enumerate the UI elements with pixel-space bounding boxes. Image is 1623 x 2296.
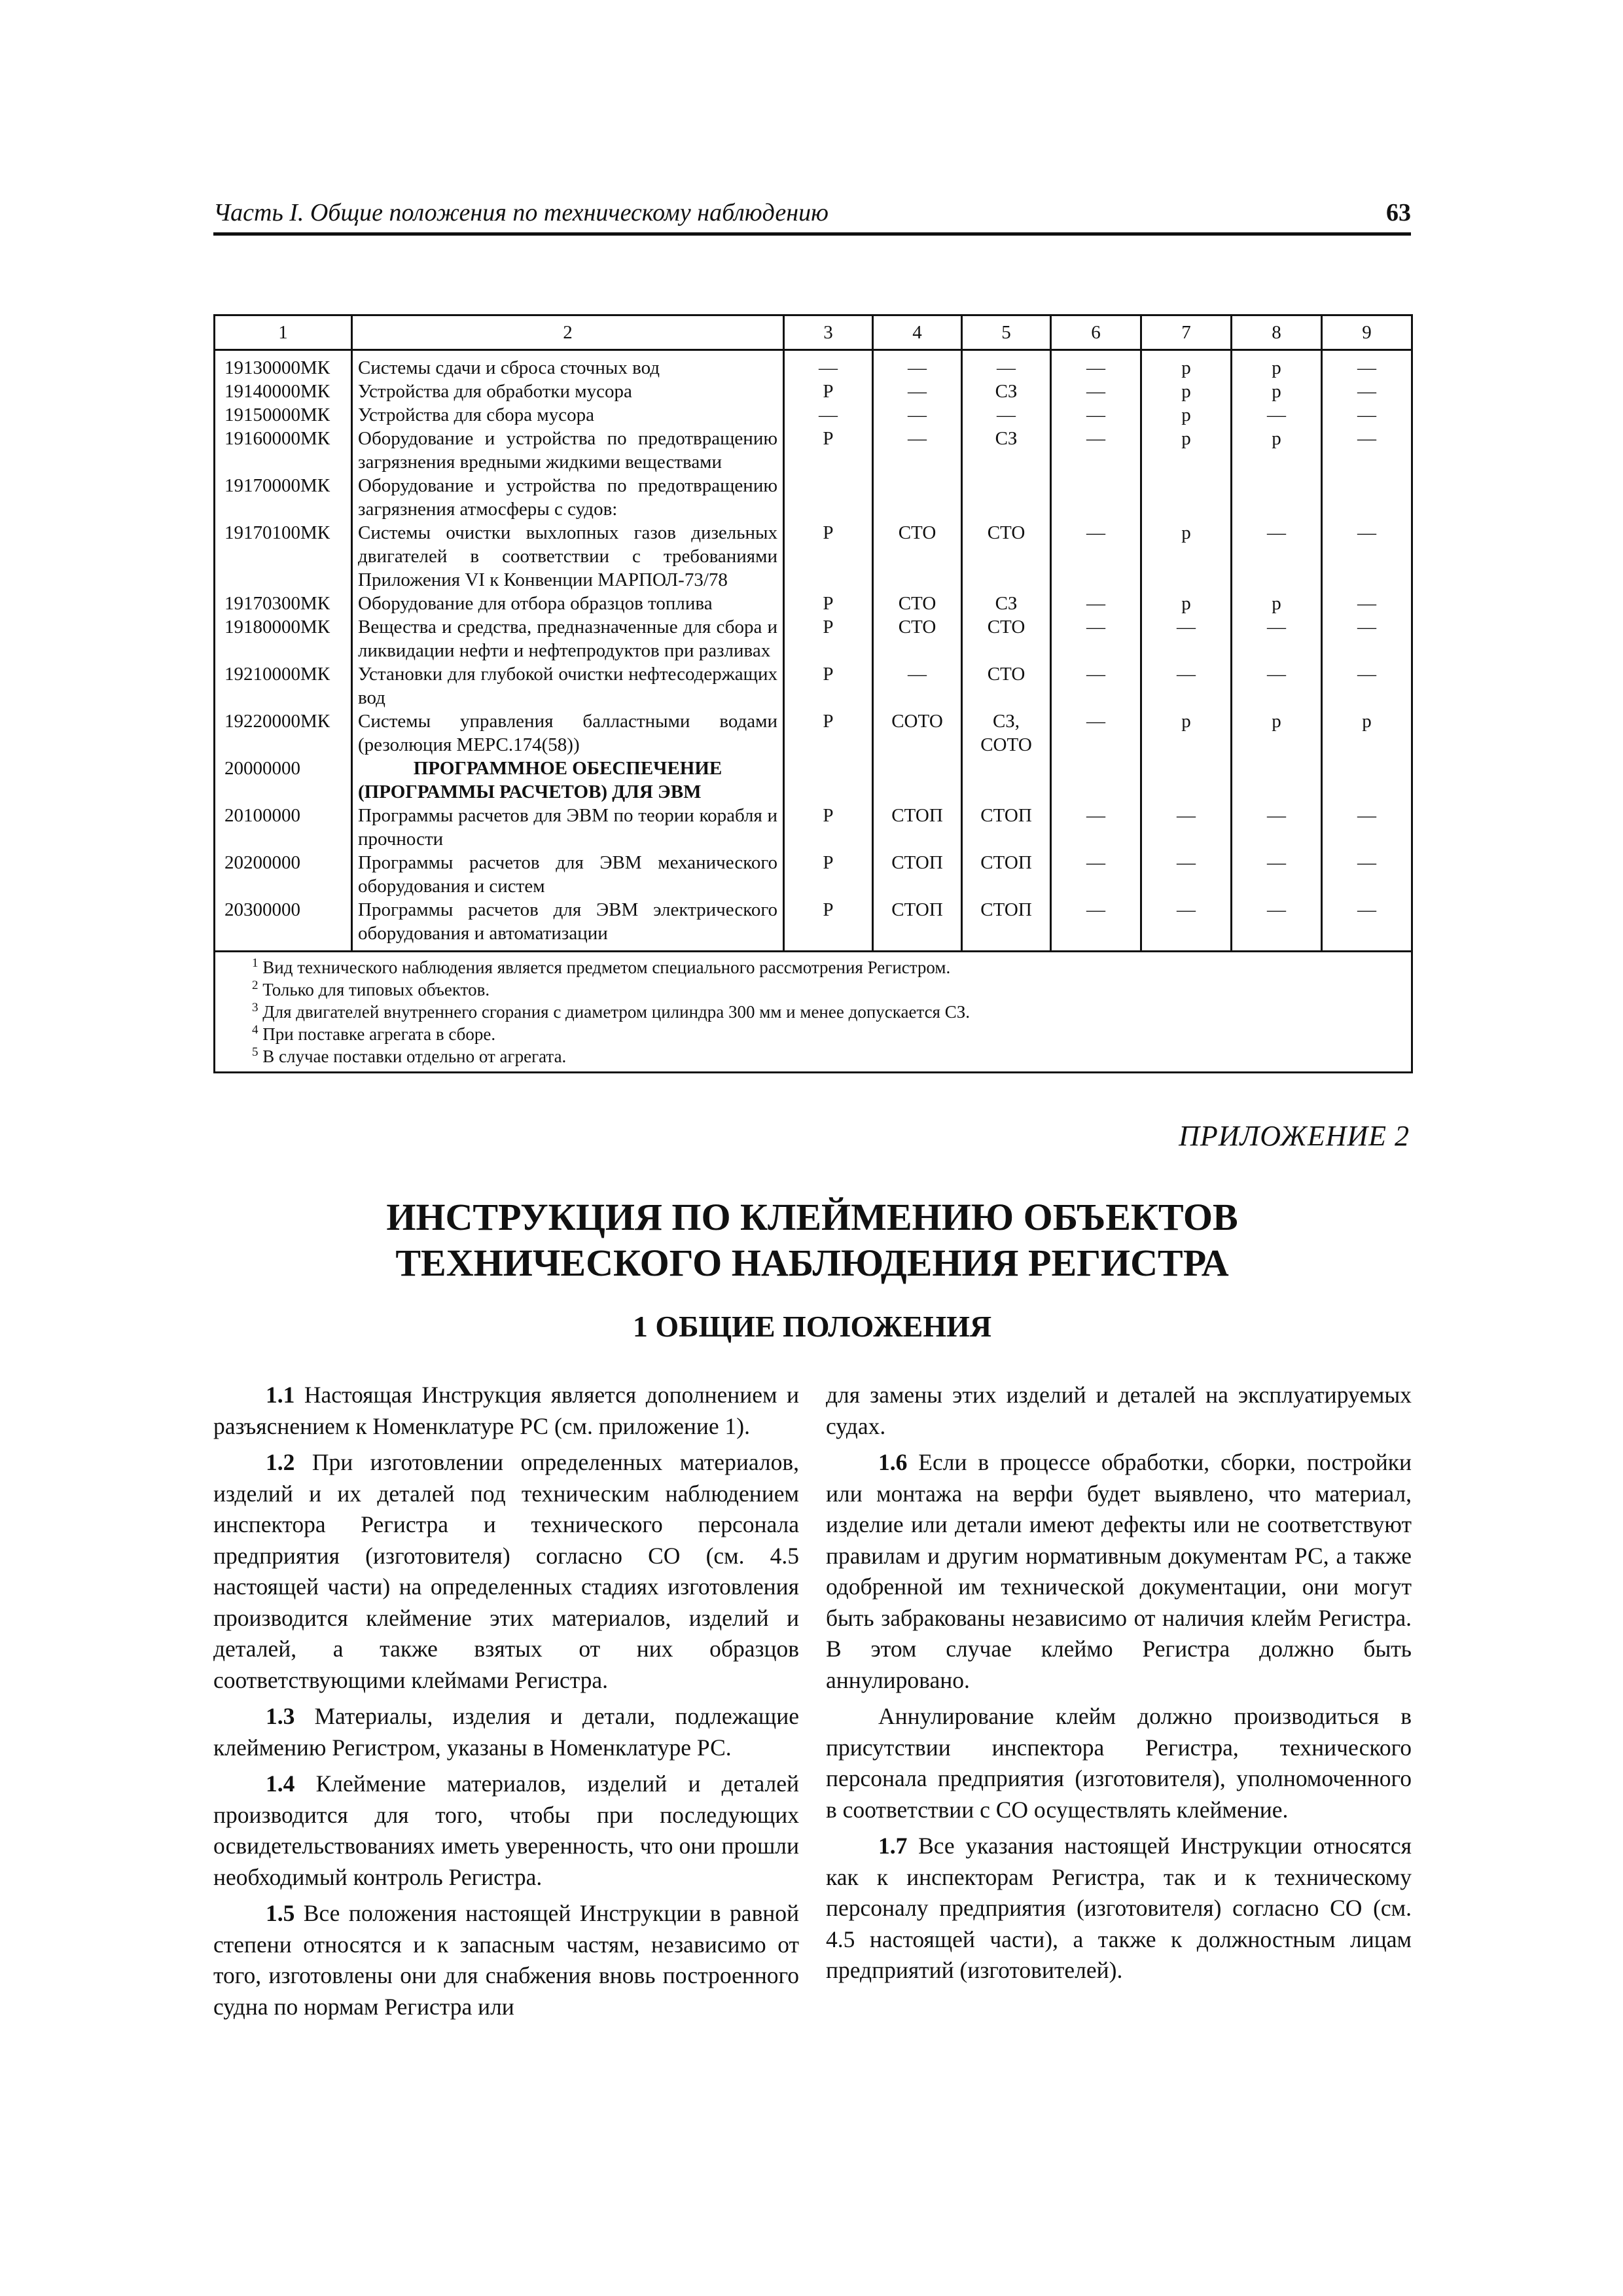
cell-col9 <box>1322 757 1412 804</box>
paragraph-number: 1.1 <box>266 1382 295 1408</box>
paragraph <box>213 1447 799 1696</box>
cell-col9: — <box>1322 592 1412 615</box>
cell-col8: р <box>1232 592 1322 615</box>
footnote-text: В случае поставки отдельно от агрегата. <box>262 1047 567 1066</box>
paragraph-number: 1.7 <box>878 1833 908 1859</box>
cell-col3: Р <box>784 615 873 662</box>
cell-col7: — <box>1141 615 1232 662</box>
cell-code: 19170000МК <box>215 474 352 521</box>
paragraph-continuation: для замены этих изделий и деталей на эксплуатируемых судах. <box>826 1382 1412 1439</box>
cell-col7: — <box>1141 898 1232 952</box>
footnote <box>252 1023 1400 1045</box>
footnote-mark: 5 <box>252 1045 259 1059</box>
cell-col8: — <box>1232 403 1322 427</box>
table-row <box>215 427 1412 474</box>
cell-code: 19150000МК <box>215 403 352 427</box>
cell-col5: СТО <box>962 615 1051 662</box>
paragraph <box>213 1768 799 1893</box>
cell-col5: СЗ <box>962 427 1051 474</box>
text-column-left <box>213 1380 799 2028</box>
cell-col8: — <box>1232 615 1322 662</box>
table-row <box>215 804 1412 851</box>
cell-col9: — <box>1322 521 1412 592</box>
paragraph-text: Настоящая Инструкция является дополнением и разъяснением к Номенклатуре РС (см. приложение 1). <box>213 1382 799 1439</box>
paragraph-number: 1.2 <box>266 1449 295 1475</box>
cell-col3: Р <box>784 709 873 757</box>
footnote <box>252 956 1400 978</box>
cell-col3: Р <box>784 427 873 474</box>
cell-code: 19160000МК <box>215 427 352 474</box>
cell-description: ПРОГРАММНОЕ ОБЕСПЕЧЕНИЕ (ПРОГРАММЫ РАСЧЕТОВ) ДЛЯ ЭВМ <box>352 757 784 804</box>
footnote-mark: 4 <box>252 1023 259 1037</box>
cell-col3: Р <box>784 662 873 709</box>
cell-col9: — <box>1322 403 1412 427</box>
cell-description: Программы расчетов для ЭВМ по теории корабля и прочности <box>352 804 784 851</box>
cell-col5 <box>962 757 1051 804</box>
paragraph-text: При изготовлении определенных материалов, изделий и их деталей под техническим наблюдением инспектора Регистра и технического персонала предприятия (изготовителя) согласно СО (см. 4.5 настоящей части) на определенных стадиях изготовления производится клеймение этих материалов, изделий и деталей, а также взятых от них образцов соответствующими клеймами Регистра. <box>213 1449 799 1693</box>
cell-col6: — <box>1051 804 1141 851</box>
column-header: 9 <box>1322 315 1412 350</box>
footnote-text: Для двигателей внутреннего сгорания с диаметром цилиндра 300 мм и менее допускается СЗ. <box>262 1002 971 1022</box>
cell-col5: СТОП <box>962 898 1051 952</box>
page-header <box>213 200 1411 236</box>
table-footnotes <box>215 952 1412 1073</box>
cell-col4: — <box>873 380 962 403</box>
column-header: 6 <box>1051 315 1141 350</box>
paragraph-text: Все указания настоящей Инструкции относятся как к инспекторам Регистра, так и к техническому персоналу предприятия (изготовителя) согласно СО (см. 4.5 настоящей части), а также к должностным лицам предприятий (изготовителей). <box>826 1833 1412 1983</box>
footnote-text: Вид технического наблюдения является предметом специального рассмотрения Регистром. <box>262 958 951 977</box>
cell-col7: р <box>1141 427 1232 474</box>
cell-description: Программы расчетов для ЭВМ механического оборудования и систем <box>352 851 784 898</box>
table-row <box>215 380 1412 403</box>
cell-code: 19170300МК <box>215 592 352 615</box>
cell-col8 <box>1232 474 1322 521</box>
cell-col6: — <box>1051 403 1141 427</box>
table-row <box>215 592 1412 615</box>
cell-col4: — <box>873 427 962 474</box>
cell-col4: СТО <box>873 615 962 662</box>
footnotes-row <box>215 952 1412 1073</box>
cell-col7: р <box>1141 709 1232 757</box>
cell-col5: СТО <box>962 662 1051 709</box>
cell-description: Системы управления балластными водами (резолюция МЕРС.174(58)) <box>352 709 784 757</box>
cell-col4: СОТО <box>873 709 962 757</box>
table-row <box>215 615 1412 662</box>
footnote-mark: 3 <box>252 1001 259 1014</box>
cell-col8: — <box>1232 898 1322 952</box>
cell-col9: — <box>1322 898 1412 952</box>
cell-col3: Р <box>784 521 873 592</box>
cell-code: 20100000 <box>215 804 352 851</box>
table-header-row <box>215 315 1412 350</box>
cell-col4: — <box>873 662 962 709</box>
table-row <box>215 898 1412 952</box>
column-header: 4 <box>873 315 962 350</box>
cell-col4: СТОП <box>873 804 962 851</box>
text-column-right <box>826 1380 1412 1992</box>
paragraph: Аннулирование клейм должно производиться в присутствии инспектора Регистра, технического персонала предприятия (изготовителя), уполномоченного в соответствии с СО осуществлять клеймение. <box>826 1703 1412 1823</box>
cell-col6: — <box>1051 350 1141 380</box>
table-row <box>215 403 1412 427</box>
cell-description: Оборудование и устройства по предотвращению загрязнения вредными жидкими веществами <box>352 427 784 474</box>
cell-col6: — <box>1051 615 1141 662</box>
paragraph-text: Если в процессе обработки, сборки, постройки или монтажа на верфи будет выявлено, что материал, изделие или детали имеют дефекты или не соответствуют правилам и другим нормативным документам РС, а также одобренной им технической документации, они могут быть забракованы независимо от наличия клейм Регистра. В этом случае клеймо Регистра должно быть аннулировано. <box>826 1449 1412 1693</box>
cell-col6 <box>1051 474 1141 521</box>
cell-col7: р <box>1141 350 1232 380</box>
cell-col8: р <box>1232 709 1322 757</box>
cell-col4: СТОП <box>873 851 962 898</box>
cell-col3: Р <box>784 898 873 952</box>
cell-col9: — <box>1322 615 1412 662</box>
cell-col9: — <box>1322 350 1412 380</box>
paragraph-number: 1.6 <box>878 1449 908 1475</box>
paragraph-number: 1.5 <box>266 1900 295 1926</box>
cell-col8: — <box>1232 851 1322 898</box>
cell-col8: р <box>1232 350 1322 380</box>
cell-code: 19210000МК <box>215 662 352 709</box>
cell-col4: — <box>873 350 962 380</box>
cell-col4: СТО <box>873 521 962 592</box>
cell-col5: СЗ <box>962 380 1051 403</box>
column-header: 5 <box>962 315 1051 350</box>
cell-code: 19140000МК <box>215 380 352 403</box>
cell-col5: — <box>962 403 1051 427</box>
paragraph-number: 1.4 <box>266 1770 295 1797</box>
cell-col3: Р <box>784 592 873 615</box>
cell-col3: Р <box>784 851 873 898</box>
footnote <box>252 978 1400 1001</box>
cell-col4: — <box>873 403 962 427</box>
nomenclature-table <box>213 314 1413 1073</box>
cell-col3: Р <box>784 380 873 403</box>
table-row <box>215 474 1412 521</box>
cell-description: Устройства для обработки мусора <box>352 380 784 403</box>
footnote-mark: 1 <box>252 956 259 970</box>
cell-col7: — <box>1141 851 1232 898</box>
paragraph <box>213 1380 799 1442</box>
paragraph-number: 1.3 <box>266 1703 295 1729</box>
column-header: 2 <box>352 315 784 350</box>
footnote-mark: 2 <box>252 978 259 992</box>
table-row <box>215 662 1412 709</box>
cell-col8: р <box>1232 380 1322 403</box>
table-row <box>215 521 1412 592</box>
paragraph-text: Материалы, изделия и детали, подлежащие клеймению Регистром, указаны в Номенклатуре РС. <box>213 1703 799 1761</box>
cell-col3: Р <box>784 804 873 851</box>
paragraph <box>826 1831 1412 1986</box>
cell-col9: — <box>1322 851 1412 898</box>
paragraph <box>213 1701 799 1763</box>
cell-col9: — <box>1322 427 1412 474</box>
cell-description: Установки для глубокой очистки нефтесодержащих вод <box>352 662 784 709</box>
cell-description: Устройства для сбора мусора <box>352 403 784 427</box>
footnote-text: Только для типовых объектов. <box>262 980 490 999</box>
cell-col8: — <box>1232 662 1322 709</box>
cell-col6: — <box>1051 898 1141 952</box>
cell-col6: — <box>1051 709 1141 757</box>
cell-col6: — <box>1051 851 1141 898</box>
cell-code: 19220000МК <box>215 709 352 757</box>
title-line: ТЕХНИЧЕСКОГО НАБЛЮДЕНИЯ РЕГИСТРА <box>395 1242 1229 1284</box>
cell-col6: — <box>1051 427 1141 474</box>
column-header: 3 <box>784 315 873 350</box>
cell-col7: — <box>1141 662 1232 709</box>
cell-col5: СТОП <box>962 804 1051 851</box>
cell-col4 <box>873 474 962 521</box>
cell-col4: СТОП <box>873 898 962 952</box>
cell-col6: — <box>1051 592 1141 615</box>
cell-col8: — <box>1232 804 1322 851</box>
cell-col5 <box>962 474 1051 521</box>
cell-description: Вещества и средства, предназначенные для сбора и ликвидации нефти и нефтепродуктов при разливах <box>352 615 784 662</box>
cell-col9: — <box>1322 804 1412 851</box>
cell-col4: СТО <box>873 592 962 615</box>
paragraph-text: Все положения настоящей Инструкции в равной степени относятся и к запасным частям, независимо от того, изготовлены они для снабжения вновь построенного судна по нормам Регистра или <box>213 1900 799 2020</box>
cell-code: 19130000МК <box>215 350 352 380</box>
paragraph <box>213 1898 799 2022</box>
paragraph <box>826 1447 1412 1696</box>
cell-col3 <box>784 474 873 521</box>
column-header: 1 <box>215 315 352 350</box>
cell-col8 <box>1232 757 1322 804</box>
cell-code: 19170100МК <box>215 521 352 592</box>
cell-description: Программы расчетов для ЭВМ электрического оборудования и автоматизации <box>352 898 784 952</box>
cell-col7: р <box>1141 521 1232 592</box>
cell-description: Оборудование и устройства по предотвращению загрязнения атмосферы с судов: <box>352 474 784 521</box>
cell-code: 20200000 <box>215 851 352 898</box>
cell-col4 <box>873 757 962 804</box>
cell-col6: — <box>1051 521 1141 592</box>
cell-col7: — <box>1141 804 1232 851</box>
cell-col9: — <box>1322 662 1412 709</box>
table-row <box>215 851 1412 898</box>
cell-col6 <box>1051 757 1141 804</box>
cell-code: 20000000 <box>215 757 352 804</box>
cell-code: 19180000МК <box>215 615 352 662</box>
cell-col3: — <box>784 350 873 380</box>
cell-col7 <box>1141 757 1232 804</box>
document-title <box>213 1194 1411 1286</box>
footnote-text: При поставке агрегата в сборе. <box>262 1024 496 1044</box>
cell-col9 <box>1322 474 1412 521</box>
cell-col8: — <box>1232 521 1322 592</box>
cell-col3 <box>784 757 873 804</box>
cell-description: Системы сдачи и сброса сточных вод <box>352 350 784 380</box>
cell-col8: р <box>1232 427 1322 474</box>
cell-col6: — <box>1051 380 1141 403</box>
title-line: ИНСТРУКЦИЯ ПО КЛЕЙМЕНИЮ ОБЪЕКТОВ <box>386 1196 1238 1238</box>
cell-description: Системы очистки выхлопных газов дизельных двигателей в соответствии с требованиями Приложения VI к Конвенции МАРПОЛ-73/78 <box>352 521 784 592</box>
cell-description: Оборудование для отбора образцов топлива <box>352 592 784 615</box>
appendix-label: ПРИЛОЖЕНИЕ 2 <box>1179 1120 1410 1152</box>
cell-col5: СТО <box>962 521 1051 592</box>
cell-code: 20300000 <box>215 898 352 952</box>
column-header: 7 <box>1141 315 1232 350</box>
table-section-row <box>215 757 1412 804</box>
cell-col6: — <box>1051 662 1141 709</box>
page-number: 63 <box>1386 199 1411 226</box>
table-row <box>215 709 1412 757</box>
cell-col5: СТОП <box>962 851 1051 898</box>
column-header: 8 <box>1232 315 1322 350</box>
cell-col7: р <box>1141 403 1232 427</box>
table-row <box>215 350 1412 380</box>
cell-col7 <box>1141 474 1232 521</box>
cell-col5: СЗ <box>962 592 1051 615</box>
cell-col5: СЗ, СОТО <box>962 709 1051 757</box>
cell-col5: — <box>962 350 1051 380</box>
cell-col3: — <box>784 403 873 427</box>
cell-col9: — <box>1322 380 1412 403</box>
cell-col7: р <box>1141 592 1232 615</box>
running-title: Часть I. Общие положения по техническому наблюдению <box>213 199 829 226</box>
cell-col9: р <box>1322 709 1412 757</box>
cell-col7: р <box>1141 380 1232 403</box>
footnote <box>252 1045 1400 1067</box>
section-title: 1 ОБЩИЕ ПОЛОЖЕНИЯ <box>632 1310 992 1343</box>
paragraph-text: Клеймение материалов, изделий и деталей производится для того, чтобы при последующих освидетельствованиях иметь уверенность, что они прошли необходимый контроль Регистра. <box>213 1770 799 1890</box>
footnote <box>252 1001 1400 1023</box>
